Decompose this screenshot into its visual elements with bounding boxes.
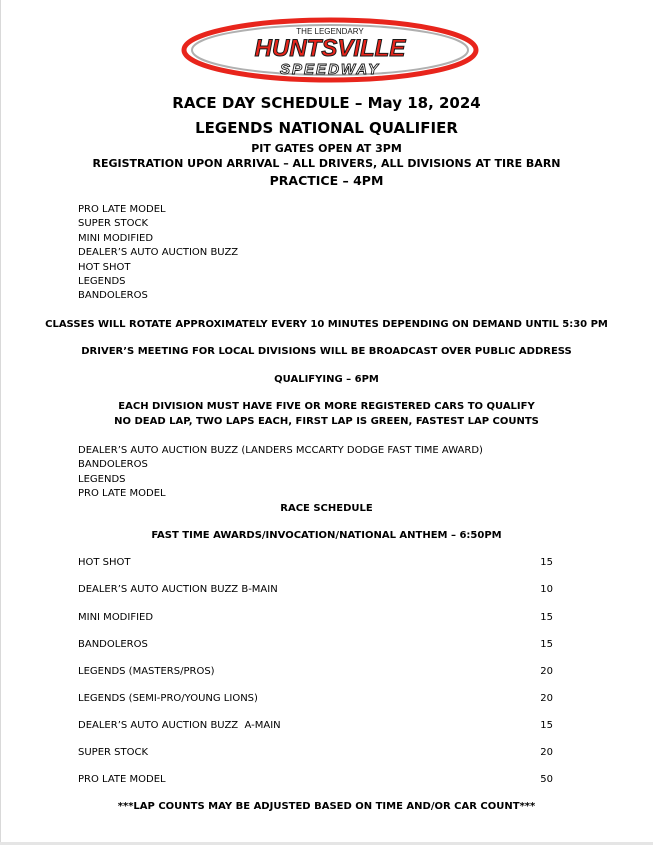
qualifying-rule-2: NO DEAD LAP, TWO LAPS EACH, FIRST LAP IS GREEN, FASTEST LAP COUNTS: [114, 416, 539, 427]
race-row: [78, 612, 553, 626]
pit-gates-time: PIT GATES OPEN AT 3PM: [251, 142, 402, 155]
race-row: [78, 693, 553, 707]
list-item: BANDOLEROS: [78, 290, 148, 302]
huntsville-speedway-logo: [180, 14, 480, 86]
race-laps: 15: [540, 612, 553, 623]
rotation-note: CLASSES WILL ROTATE APPROXIMATELY EVERY 10 MINUTES DEPENDING ON DEMAND UNTIL 5:30 PM: [45, 319, 608, 330]
practice-division-list: [78, 203, 238, 304]
list-item: SUPER STOCK: [78, 218, 149, 230]
drivers-meeting-note: DRIVER’S MEETING FOR LOCAL DIVISIONS WILL BE BROADCAST OVER PUBLIC ADDRESS: [81, 346, 572, 357]
race-laps: 15: [540, 639, 553, 650]
logo-name: HUNTSVILLE: [254, 35, 406, 62]
schedule-title: RACE DAY SCHEDULE – May 18, 2024: [172, 94, 481, 112]
race-name: SUPER STOCK: [78, 747, 149, 758]
race-name: MINI MODIFIED: [78, 612, 154, 623]
event-subtitle: LEGENDS NATIONAL QUALIFIER: [195, 119, 458, 137]
lap-count-disclaimer: ***LAP COUNTS MAY BE ADJUSTED BASED ON TIME AND/OR CAR COUNT***: [117, 801, 536, 812]
logo-sub: SPEEDWAY: [280, 61, 380, 78]
race-row: [78, 639, 553, 653]
qualifying-time: QUALIFYING – 6PM: [274, 374, 379, 385]
race-name: LEGENDS (MASTERS/PROS): [78, 666, 215, 677]
race-laps: 15: [540, 557, 553, 568]
qualifying-division-list: [78, 444, 483, 502]
list-item: PRO LATE MODEL: [78, 488, 166, 500]
race-row: [78, 557, 553, 571]
list-item: PRO LATE MODEL: [78, 204, 166, 215]
race-row: [78, 720, 553, 734]
list-item: LEGENDS: [78, 275, 126, 287]
race-row: [78, 584, 553, 598]
race-name: DEALER’S AUTO AUCTION BUZZ A-MAIN: [78, 720, 281, 731]
race-laps: 20: [540, 693, 553, 704]
opening-ceremonies: FAST TIME AWARDS/INVOCATION/NATIONAL ANTHEM – 6:50PM: [151, 530, 502, 541]
race-laps: 20: [540, 666, 553, 677]
race-row: [78, 774, 553, 788]
list-item: HOT SHOT: [78, 261, 131, 273]
race-laps: 50: [540, 774, 553, 785]
race-name: LEGENDS (SEMI-PRO/YOUNG LIONS): [78, 693, 258, 704]
logo-graphic: [180, 14, 480, 86]
race-row: [78, 747, 553, 761]
list-item: MINI MODIFIED: [78, 232, 154, 244]
race-name: HOT SHOT: [78, 557, 131, 568]
list-item: DEALER’S AUTO AUCTION BUZZ: [78, 247, 239, 259]
list-item: BANDOLEROS: [78, 459, 148, 471]
race-name: DEALER’S AUTO AUCTION BUZZ B-MAIN: [78, 584, 278, 595]
race-laps: 15: [540, 720, 553, 731]
qualifying-rule-1: EACH DIVISION MUST HAVE FIVE OR MORE REGISTERED CARS TO QUALIFY: [118, 401, 535, 412]
race-name: PRO LATE MODEL: [78, 774, 166, 785]
race-laps: 20: [540, 747, 553, 758]
race-schedule-heading: RACE SCHEDULE: [280, 503, 373, 514]
list-item: LEGENDS: [78, 473, 126, 485]
race-laps: 10: [540, 584, 553, 595]
practice-time: PRACTICE – 4PM: [269, 173, 384, 188]
registration-info: REGISTRATION UPON ARRIVAL – ALL DRIVERS, ALL DIVISIONS AT TIRE BARN: [92, 157, 561, 170]
logo-top-text: THE LEGENDARY: [296, 27, 364, 36]
list-item: DEALER’S AUTO AUCTION BUZZ (LANDERS MCCARTY DODGE FAST TIME AWARD): [78, 445, 483, 456]
race-name: BANDOLEROS: [78, 639, 148, 650]
race-row: [78, 666, 553, 680]
